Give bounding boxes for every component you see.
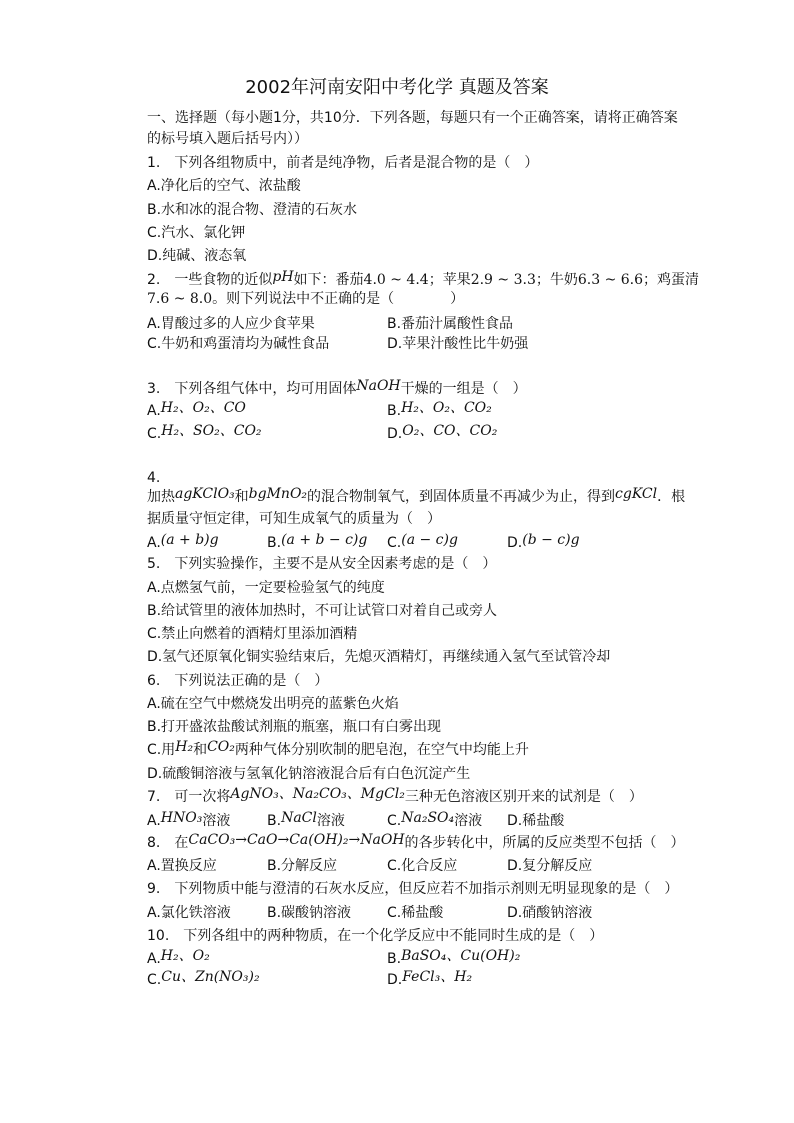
question-1-stem: 1. 下列各组物质中，前者是纯净物，后者是混合物的是（ ） — [147, 155, 539, 171]
formula: (a + b − c)g — [281, 532, 368, 548]
question-10-option-a — [147, 948, 210, 970]
stem-text: 干燥的一组是（ ） — [400, 381, 527, 397]
option-label: C. — [387, 813, 402, 829]
question-2-option-c: C.牛奶和鸡蛋清均为碱性食品 — [147, 336, 330, 352]
instructions-line-1: 一、选择题（每小题1分，共10分．下列各题，每题只有一个正确答案，请将正确答案 — [147, 110, 678, 126]
formula: H₂、O₂、CO₂ — [401, 400, 492, 416]
option-label: D. — [507, 535, 523, 551]
formula: H₂、O₂ — [160, 948, 210, 964]
formula: (a − c)g — [401, 532, 458, 548]
option-label: C. — [147, 972, 162, 988]
formula: (b − c)g — [522, 532, 580, 548]
formula: Na₂SO₄ — [401, 810, 455, 826]
formula: FeCl₃、H₂ — [402, 969, 473, 985]
question-5-option-d: D.氢气还原氧化铜实验结束后，先熄灭酒精灯，再继续通入氢气至试管冷却 — [147, 649, 611, 665]
instructions-line-2: 的标号填入题后括号内）） — [147, 131, 308, 147]
option-label: B. — [387, 951, 402, 967]
stem-text: 。则下列说法中不正确的是（ ） — [212, 291, 465, 307]
formula: HNO₃ — [160, 810, 203, 826]
question-8-option-a: A.置换反应 — [147, 858, 217, 874]
formula: O₂、CO、CO₂ — [402, 423, 498, 439]
question-4-stem-line-1 — [147, 486, 685, 508]
formula: H₂ — [175, 739, 194, 755]
question-3-option-d — [387, 423, 497, 445]
question-6-option-a: A.硫在空气中燃烧发出明亮的蓝紫色火焰 — [147, 696, 399, 712]
question-9-option-a: A.氯化铁溶液 — [147, 905, 231, 921]
option-label: B. — [267, 535, 282, 551]
stem-text: 3. 下列各组气体中，均可用固体 — [147, 381, 357, 397]
formula: NaCl — [281, 810, 317, 826]
question-4-option-b — [267, 532, 367, 554]
question-4-option-d — [507, 532, 580, 554]
question-5-option-c: C.禁止向燃着的酒精灯里添加酒精 — [147, 626, 358, 642]
option-text: C.用 — [147, 742, 176, 758]
question-10-option-c — [147, 969, 260, 991]
question-4-number: 4. — [147, 470, 161, 486]
question-4-stem-line-2: 据质量守恒定律，可知生成氧气的质量为（ ） — [147, 511, 441, 527]
option-text: 和 — [193, 742, 208, 758]
question-9-option-d: D.硝酸钠溶液 — [507, 905, 593, 921]
question-10-option-d — [387, 969, 472, 991]
option-label: B. — [387, 403, 402, 419]
question-8-option-c: C.化合反应 — [387, 858, 458, 874]
stem-text: 和 — [234, 489, 249, 505]
formula: BaSO₄、Cu(OH)₂ — [401, 948, 521, 964]
value-range: 6.3 ~ 6.6 — [577, 272, 644, 288]
stem-text: ；牛奶 — [535, 272, 578, 288]
formula: CO₂ — [207, 739, 235, 755]
question-9-option-c: C.稀盐酸 — [387, 905, 444, 921]
option-label: D. — [387, 972, 403, 988]
stem-text: 8. 在 — [147, 835, 189, 851]
question-6-option-b: B.打开盛浓盐酸试剂瓶的瓶塞，瓶口有白雾出现 — [147, 719, 442, 735]
value-range: 7.6 ~ 8.0 — [147, 291, 213, 307]
question-4-option-c — [387, 532, 458, 554]
formula: (a + b)g — [160, 532, 219, 548]
question-6-option-c — [147, 739, 529, 761]
option-label: C. — [387, 535, 402, 551]
question-2-option-d: D.苹果汁酸性比牛奶强 — [387, 336, 529, 352]
question-8-option-d: D.复分解反应 — [507, 858, 593, 874]
option-label: B. — [267, 813, 282, 829]
formula: NaOH — [356, 378, 401, 394]
stem-text: ．根 — [657, 489, 686, 505]
formula: bgMnO₂ — [248, 486, 308, 502]
formula: cgKCl — [615, 486, 658, 502]
question-1-option-d: D.纯碱、液态氧 — [147, 248, 247, 264]
stem-text: ；苹果 — [428, 272, 471, 288]
question-7-stem — [147, 786, 643, 808]
question-1-option-b: B.水和冰的混合物、澄清的石灰水 — [147, 202, 358, 218]
value-range: 4.0 ~ 4.4 — [363, 272, 429, 288]
question-10-stem: 10. 下列各组中的两种物质，在一个化学反应中不能同时生成的是（ ） — [147, 928, 604, 944]
stem-text: ；鸡蛋清 — [643, 272, 700, 288]
question-9-stem: 9. 下列物质中能与澄清的石灰水反应，但反应若不加指示剂则无明显现象的是（ ） — [147, 881, 679, 897]
question-8-option-b: B.分解反应 — [267, 858, 338, 874]
option-text: 溶液 — [316, 813, 345, 829]
option-text: 溶液 — [454, 813, 483, 829]
option-label: A. — [147, 535, 161, 551]
question-8-stem — [147, 832, 685, 854]
ph-symbol: pH — [272, 269, 294, 285]
question-4-option-a — [147, 532, 219, 554]
question-1-option-a: A.净化后的空气、浓盐酸 — [147, 178, 301, 194]
question-7-option-a — [147, 810, 230, 832]
option-label: A. — [147, 951, 161, 967]
question-2-option-b: B.番茄汁属酸性食品 — [387, 316, 514, 332]
question-3-option-c — [147, 423, 262, 445]
stem-text: 加热 — [147, 489, 175, 505]
formula: CaCO₃→CaO→Ca(OH)₂→NaOH — [188, 832, 405, 848]
question-1-option-c: C.汽水、氯化钾 — [147, 225, 246, 241]
question-5-option-b: B.给试管里的液体加热时，不可让试管口对着自己或旁人 — [147, 603, 498, 619]
question-7-option-c — [387, 810, 482, 832]
option-label: A. — [147, 813, 161, 829]
question-10-option-b — [387, 948, 520, 970]
value-range: 2.9 ~ 3.3 — [470, 272, 536, 288]
option-label: D. — [387, 426, 403, 442]
question-5-option-a: A.点燃氢气前，一定要检验氢气的纯度 — [147, 580, 385, 596]
question-3-option-a — [147, 400, 246, 422]
formula: H₂、SO₂、CO₂ — [161, 423, 262, 439]
question-5-stem: 5. 下列实验操作，主要不是从安全因素考虑的是（ ） — [147, 556, 497, 572]
formula: AgNO₃、Na₂CO₃、MgCl₂ — [230, 786, 405, 802]
formula: agKClO₃ — [175, 486, 235, 502]
stem-text: 的混合物制氧气，到固体质量不再减少为止，得到 — [307, 489, 616, 505]
question-7-option-b — [267, 810, 345, 832]
question-7-option-d: D.稀盐酸 — [507, 813, 565, 829]
question-2-option-a: A.胃酸过多的人应少食苹果 — [147, 316, 315, 332]
question-2-stem-line-2 — [147, 288, 464, 310]
option-label: C. — [147, 426, 162, 442]
question-6-option-d: D.硫酸铜溶液与氢氧化钠溶液混合后有白色沉淀产生 — [147, 766, 471, 782]
formula: Cu、Zn(NO₃)₂ — [161, 969, 260, 985]
question-9-option-b: B.碳酸钠溶液 — [267, 905, 352, 921]
document-title: 2002年河南安阳中考化学 真题及答案 — [245, 77, 549, 98]
stem-text: 7. 可一次将 — [147, 789, 231, 805]
question-3-option-b — [387, 400, 492, 422]
stem-text: 三种无色溶液区别开来的试剂是（ ） — [404, 789, 643, 805]
stem-text: 2. 一些食物的近似 — [147, 272, 273, 288]
option-text: 两种气体分别吹制的肥皂泡，在空气中均能上升 — [234, 742, 529, 758]
option-label: A. — [147, 403, 161, 419]
option-text: 溶液 — [202, 813, 231, 829]
formula: H₂、O₂、CO — [160, 400, 246, 416]
question-3-stem — [147, 378, 527, 400]
stem-text: 的各步转化中，所属的反应类型不包括（ ） — [404, 835, 685, 851]
stem-text: 如下：番茄 — [293, 272, 364, 288]
question-6-stem: 6. 下列说法正确的是（ ） — [147, 673, 329, 689]
